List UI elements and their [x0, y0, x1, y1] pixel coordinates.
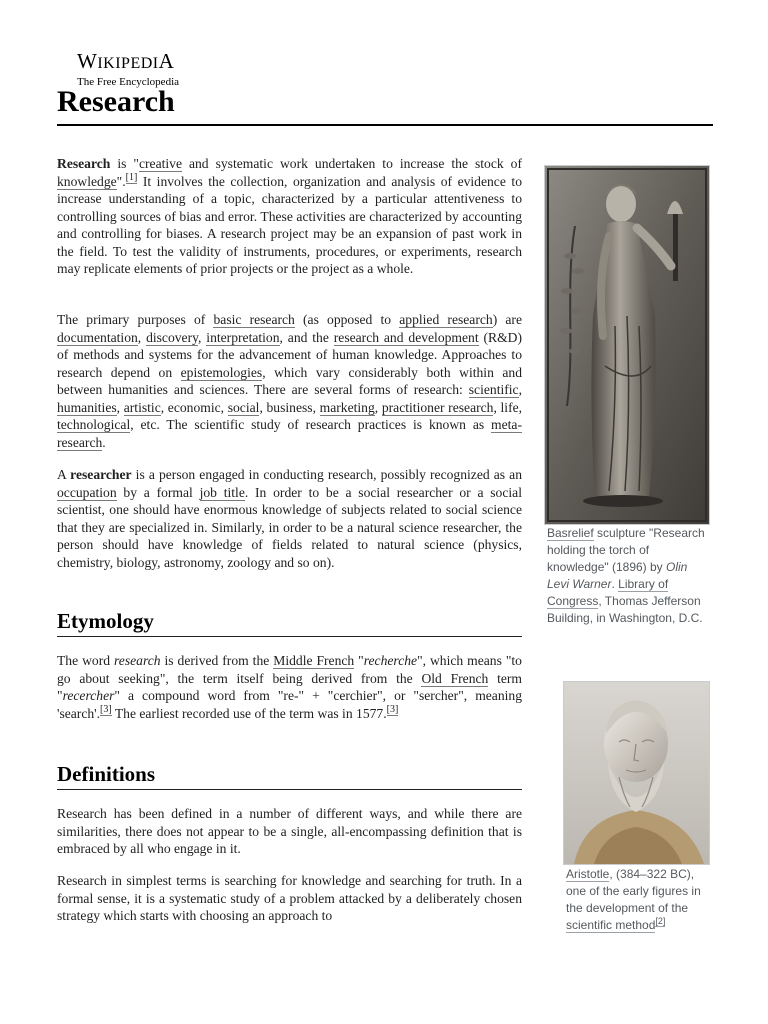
link-documentation[interactable]: documentation: [57, 329, 138, 345]
link-basic-research[interactable]: basic research: [213, 312, 295, 327]
title-divider: [57, 124, 713, 126]
reference-1[interactable]: [1]: [125, 171, 138, 183]
link-technological[interactable]: technological: [57, 417, 131, 432]
link-artistic[interactable]: artistic: [123, 399, 161, 415]
link-research-and-development[interactable]: research and development: [333, 329, 479, 345]
link-interpretation[interactable]: interpretation: [206, 329, 280, 345]
page-title: Research: [57, 85, 175, 118]
reference-3[interactable]: [3]: [100, 703, 112, 715]
link-job-title[interactable]: job title: [199, 484, 245, 500]
link-humanities[interactable]: humanities: [57, 399, 117, 415]
logo-wordmark: WIKIPEDIA: [77, 49, 175, 73]
bold-term: researcher: [70, 467, 132, 482]
intro-paragraph-2: The primary purposes of basic research (as opposed to applied research) are documentation, discovery, interpretation, and the research and development (R&D) of methods and systems for the advancement of human knowledge. Approaches to research depend on epistemologies, which vary considerably both within and between humanities and sciences. There are several forms of research: scientific, humanities, artistic, economic, social, business, marketing, practitioner research, life, technological, etc. The scientific study of research practices is known as meta-research.: [57, 312, 523, 450]
link-library-of-congress[interactable]: Library of Congress: [547, 577, 669, 608]
intro-paragraph-3-block: [57, 466, 522, 571]
link-practitioner-research[interactable]: practitioner research: [381, 399, 494, 415]
logo-tagline: The Free Encyclopedia: [77, 76, 180, 88]
reference-2[interactable]: [2]: [655, 916, 666, 926]
intro-paragraph-3: A researcher is a person engaged in conducting research, possibly recognized as an occupation by a formal job title. In order to be a social researcher or a social scientist, one should have enormous knowledge of subjects related to social science that they are specialized in. Similarly, in order to be a natural science researcher, the person should have knowledge of fields related to natural science (physics, chemistry, biology, astronomy, zoology and so on).: [57, 467, 523, 570]
intro-paragraph-1: Research is "creative and systematic work undertaken to increase the stock of knowledge".[1] It involves the collection, organization and analysis of evidence to increase understanding of a topic, characterized by a particular attentiveness to controlling sources of bias and error. These activities are characterized by accounting and controlling for biases. A research project may be an expansion of past work in the field. To test the validity of instruments, procedures, or experiments, research may replicate elements of prior projects or the project as a whole.: [57, 156, 522, 276]
link-social[interactable]: social: [227, 399, 260, 415]
wikipedia-logo[interactable]: [77, 50, 179, 88]
link-knowledge[interactable]: knowledge: [57, 173, 117, 189]
link-scientific[interactable]: scientific: [468, 382, 519, 397]
heading-etymology: Etymology: [57, 609, 154, 633]
link-discovery[interactable]: discovery: [146, 329, 199, 345]
link-middle-french[interactable]: Middle French: [273, 653, 355, 668]
caption-aristotle: Aristotle, (384–322 BC), one of the early figures in the development of the scientific method[2]: [566, 867, 701, 932]
definitions-paragraph-1: Research has been defined in a number of different ways, and while there are similarities, there does not appear to be a single, all-encompassing definition that is embraced by all who engage in it.: [57, 806, 522, 856]
caption-research-sculpture: Basrelief sculpture "Research holding the torch of knowledge" (1896) by Olin Levi Warner. Library of Congress, Thomas Jefferson Building, in Washington, D.C.: [547, 526, 705, 625]
sculpture-image: [545, 166, 709, 524]
definitions-block-1: [57, 805, 522, 858]
link-marketing[interactable]: marketing: [319, 399, 375, 415]
bold-term: Research: [57, 156, 111, 171]
reference-3b[interactable]: [3]: [386, 703, 399, 715]
link-old-french[interactable]: Old French: [421, 670, 489, 686]
link-epistemologies[interactable]: epistemologies: [180, 364, 263, 380]
etymology-paragraph: The word research is derived from the Middle French "recherche", which means "to go about seeking", the term itself being derived from the Old French term "recercher" a compound word from "re-" + "cerchier", or "sercher", meaning 'search'.[3] The earliest recorded use of the term was in 1577.[3]: [57, 653, 522, 721]
link-occupation[interactable]: occupation: [57, 484, 117, 500]
intro-paragraph-1-block: [57, 155, 522, 278]
etymology-divider: [57, 636, 522, 637]
definitions-block-2: [57, 872, 522, 925]
link-applied-research[interactable]: applied research: [399, 312, 493, 327]
definitions-paragraph-2: Research in simplest terms is searching for knowledge and searching for truth. In a formal sense, it is a systematic study of a problem attacked by a deliberately chosen strategy which starts with choosing an approach to: [57, 873, 522, 923]
link-meta-research[interactable]: meta-research: [57, 417, 522, 450]
intro-paragraph-2-block: [57, 311, 522, 451]
link-creative[interactable]: creative: [138, 156, 182, 171]
link-scientific-method[interactable]: scientific method: [566, 918, 656, 932]
figure-aristotle[interactable]: [563, 681, 710, 865]
link-basrelief[interactable]: Basrelief: [547, 526, 594, 540]
definitions-divider: [57, 789, 522, 790]
heading-definitions: Definitions: [57, 762, 156, 786]
link-aristotle[interactable]: Aristotle: [566, 867, 610, 881]
figure-research-sculpture[interactable]: [544, 165, 710, 525]
etymology-block: [57, 652, 522, 722]
aristotle-bust-image: [564, 682, 709, 864]
